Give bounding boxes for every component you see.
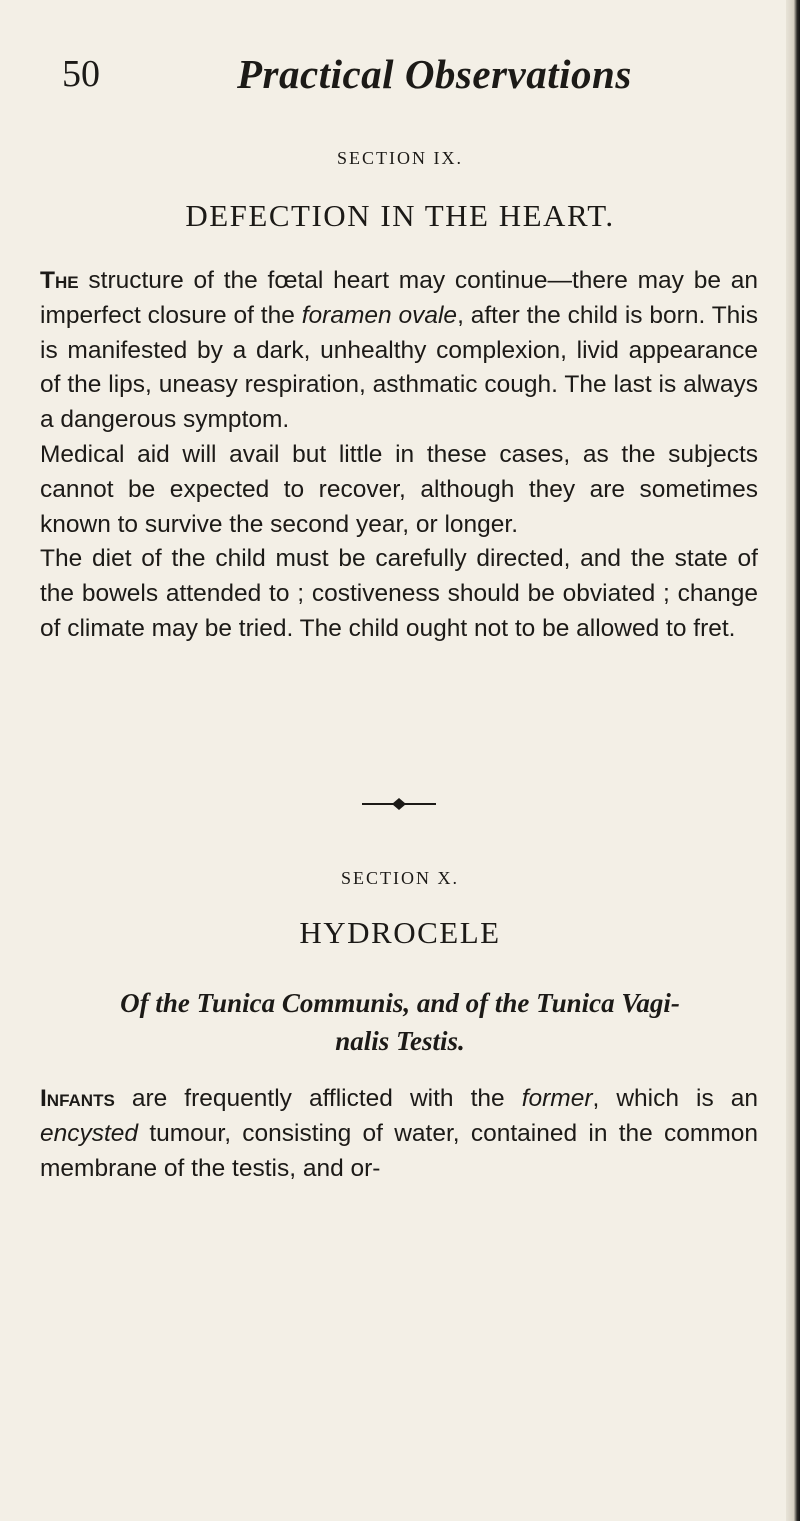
page-number: 50 [62, 53, 100, 95]
text-run: tumour, consisting of water, contained in the common membrane of the testis, and or- [40, 1119, 758, 1182]
text-run: , which is an [592, 1085, 758, 1112]
section-10-subtitle [40, 984, 760, 1060]
section-divider-ornament [362, 797, 436, 811]
text-run: , after the child is born. This is manifested by a dark, unhealthy complexion, livid appearance of the lips, uneasy respiration, asthmatic cough. The last is always a dangerous symptom. [40, 301, 758, 434]
text-run: structure of the fœtal heart may continue—there may be an imperfect closure of the [40, 267, 758, 329]
running-title: Practical Observations [237, 51, 632, 97]
section-10-body [40, 1082, 758, 1186]
text-run: are frequently afflicted with the [114, 1085, 522, 1112]
running-header [62, 50, 780, 100]
lead-word: Infants [40, 1085, 115, 1112]
paragraph: Medical aid will avail but little in these cases, as the subjects cannot be expected to recover, although they are sometimes known to survive the second year, or longer. [40, 440, 758, 538]
subtitle-line: nalis Testis. [335, 1026, 465, 1056]
section-10-title: HYDROCELE [299, 915, 501, 950]
paragraph [40, 1082, 758, 1186]
section-9-body [40, 264, 758, 647]
section-9-title: DEFECTION IN THE HEART. [185, 198, 615, 233]
paragraph: The diet of the child must be carefully directed, and the state of the bowels attended to ; costiveness should be obviated ; change of climate may be tried. The child ought not to be allowed to fret. [40, 545, 758, 642]
section-10-label: SECTION X. [341, 868, 459, 888]
subtitle-line: Of the Tunica Communis, and of the Tunica Vagi- [120, 988, 680, 1018]
section-9-label: SECTION IX. [337, 148, 463, 168]
lead-word: The [40, 267, 79, 294]
italic-term: encysted [40, 1119, 139, 1147]
paragraph [40, 264, 758, 438]
italic-term: foramen ovale [301, 301, 458, 329]
italic-term: former [521, 1085, 593, 1112]
